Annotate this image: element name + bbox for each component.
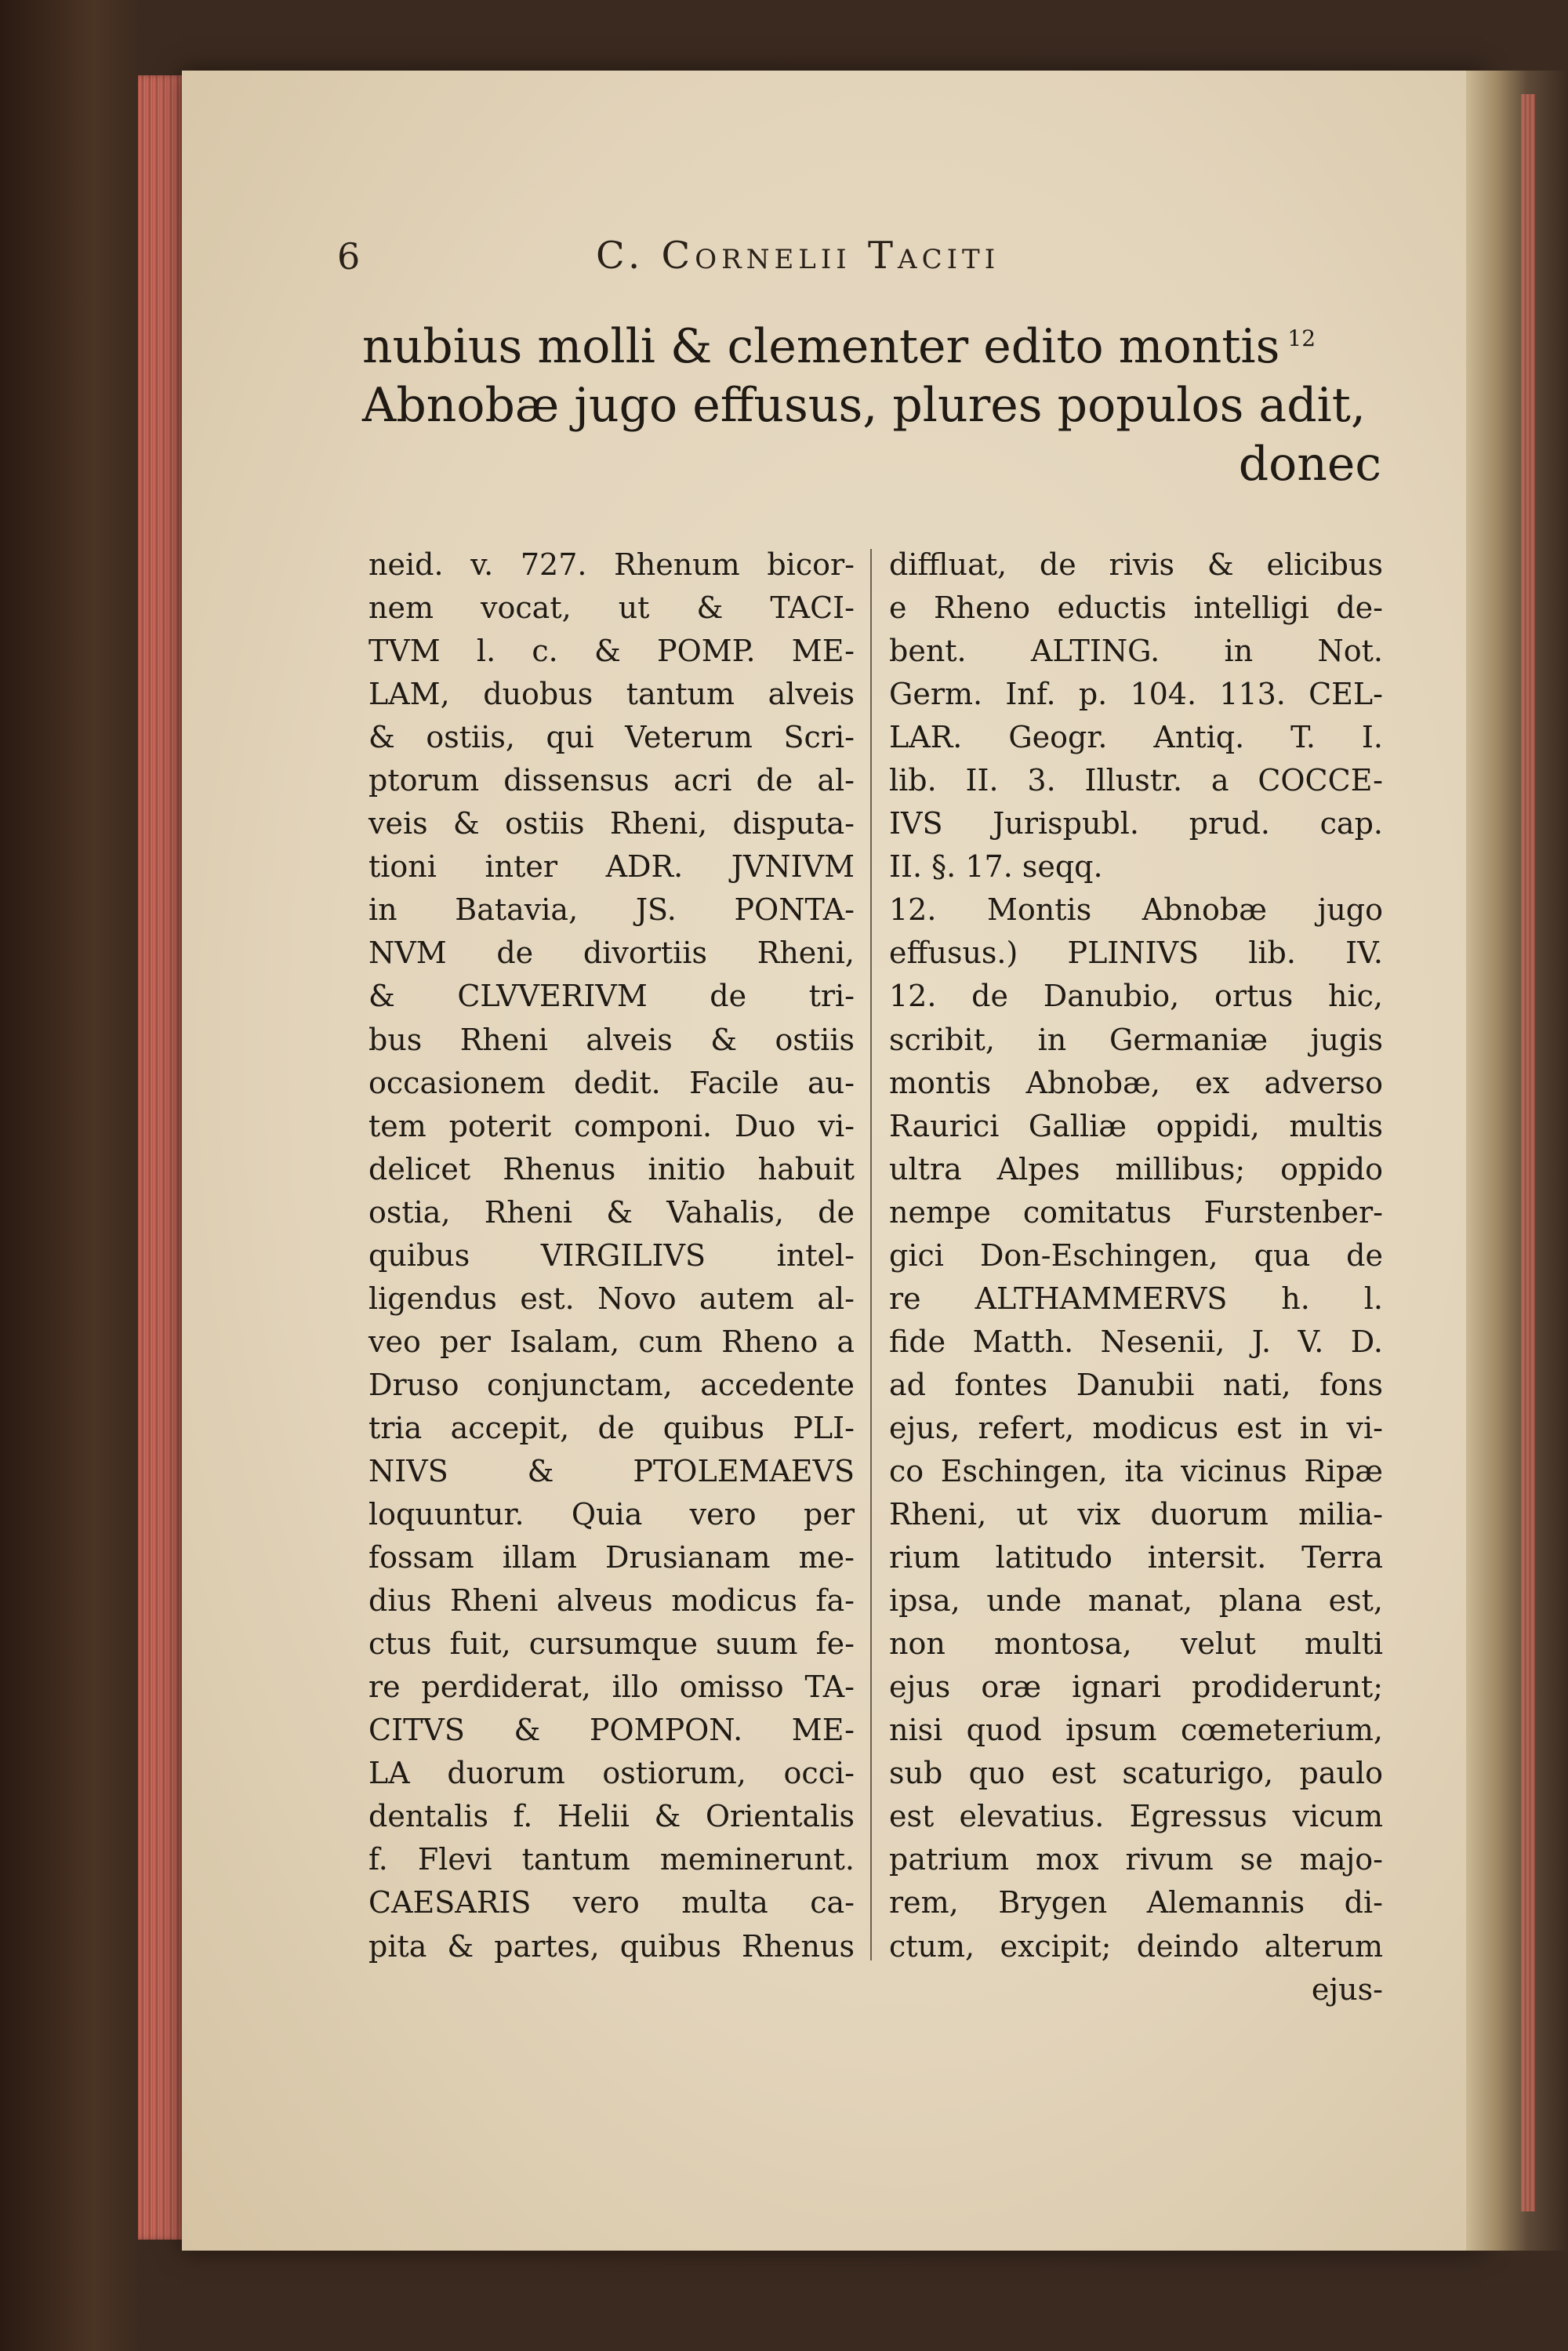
main-text-line: nubius molli & clementer edito montis $^{12}$ <box>362 319 1316 374</box>
footnote-line: co Eschingen, ita vicinus Ripæ <box>889 1453 1383 1488</box>
footnote-line: 12. Montis Abnobæ jugo <box>889 892 1383 928</box>
footnote-line: Druso conjunctam, accedente <box>368 1367 855 1402</box>
footnote-line: e Rheno eductis intelligi de- <box>889 590 1383 626</box>
footnote-line: LAM, duobus tantum alveis <box>368 677 855 712</box>
footnote-line: Rheni, ut vix duorum milia- <box>889 1497 1383 1532</box>
footnote-line: ejus, refert, modicus est in vi- <box>889 1410 1383 1445</box>
main-text-line: donec <box>1238 437 1381 492</box>
footnote-line: CAESARIS vero multa ca- <box>368 1885 855 1920</box>
footnote-line: II. §. 17. seqq. <box>889 849 1103 885</box>
footnote-line: ctum, excipit; deindo alterum <box>889 1928 1383 1964</box>
footnote-line: & ostiis, qui Veterum Scri- <box>368 720 855 755</box>
footnote-line: Germ. Inf. p. 104. 113. CEL- <box>889 677 1383 712</box>
footnote-line: NVM de divortiis Rheni, <box>368 936 855 971</box>
footnote-line: LAR. Geogr. Antiq. T. I. <box>889 720 1383 755</box>
footnote-line: LA duorum ostiorum, occi- <box>368 1756 855 1791</box>
footnote-line: & CLVVERIVM de tri- <box>368 979 855 1014</box>
footnote-line: patrium mox rivum se majo- <box>889 1842 1383 1877</box>
footnote-line: bus Rheni alveis & ostiis <box>368 1022 855 1057</box>
page-number: 6 <box>337 235 361 278</box>
footnote-line: re ALTHAMMERVS h. l. <box>889 1281 1383 1316</box>
footnote-line: montis Abnobæ, ex adverso <box>889 1065 1383 1100</box>
footnote-line: veo per Isalam, cum Rheno a <box>368 1324 855 1359</box>
footnote-line: CITVS & POMPON. ME- <box>368 1713 855 1748</box>
footnote-line: fide Matth. Nesenii, J. V. D. <box>889 1324 1383 1359</box>
footnote-line: nem vocat, ut & TACI- <box>368 590 855 626</box>
footnote-line: ptorum dissensus acri de al- <box>368 763 855 798</box>
footnote-line: ejus- <box>1311 1971 1383 2007</box>
footnote-line: sub quo est scaturigo, paulo <box>889 1756 1383 1791</box>
footnote-line: rium latitudo intersit. Terra <box>889 1540 1383 1575</box>
footnote-line: IVS Jurispubl. prud. cap. <box>889 806 1383 841</box>
footnote-line: occasionem dedit. Facile au- <box>368 1065 855 1100</box>
running-title: C. Cornelii Taciti <box>596 234 1000 278</box>
footnote-line: bent. ALTING. in Not. <box>889 634 1383 669</box>
footnote-line: ostia, Rheni & Vahalis, de <box>368 1194 855 1230</box>
footnote-line: pita & partes, quibus Rhenus <box>368 1928 855 1964</box>
footnote-line: fossam illam Drusianam me- <box>368 1540 855 1575</box>
footnote-line: lib. II. 3. Illustr. a COCCE- <box>889 763 1383 798</box>
footnote-line: diffluat, de rivis & elicibus <box>889 547 1383 582</box>
footnote-column-left <box>368 543 855 1968</box>
footnote-line: TVM l. c. & POMP. ME- <box>368 634 855 669</box>
footnote-line: ligendus est. Novo autem al- <box>368 1281 855 1316</box>
footnote-line: loquuntur. Quia vero per <box>368 1497 855 1532</box>
footnote-line: nempe comitatus Furstenber- <box>889 1194 1383 1230</box>
footnote-line: ctus fuit, cursumque suum fe- <box>368 1626 855 1662</box>
footnote-line: est elevatius. Egressus vicum <box>889 1799 1383 1834</box>
footnote-line: neid. v. 727. Rhenum bicor- <box>368 547 855 582</box>
footnote-line: gici Don-Eschingen, qua de <box>889 1237 1383 1273</box>
page-edges-left <box>138 75 185 2240</box>
footnote-line: in Batavia, JS. PONTA- <box>368 892 855 928</box>
footnote-line: delicet Rhenus initio habuit <box>368 1151 855 1186</box>
footnote-line: effusus.) PLINIVS lib. IV. <box>889 936 1383 971</box>
footnote-line: veis & ostiis Rheni, disputa- <box>368 806 855 841</box>
book-gutter <box>1466 71 1568 2251</box>
footnote-line: tem poterit componi. Duo vi- <box>368 1108 855 1143</box>
main-text-line: Abnobæ jugo effusus, plures populos adit, <box>362 378 1366 433</box>
footnote-line: ipsa, unde manat, plana est, <box>889 1583 1383 1619</box>
footnote-line: NIVS & PTOLEMAEVS <box>368 1453 855 1488</box>
main-text-block <box>362 318 1381 494</box>
footnote-line: ejus oræ ignari prodiderunt; <box>889 1670 1383 1705</box>
footnote-line: nisi quod ipsum cœmeterium, <box>889 1713 1383 1748</box>
page-edges-right <box>1521 94 1535 2211</box>
footnote-line: re perdiderat, illo omisso TA- <box>368 1670 855 1705</box>
footnote-marker: 12 <box>1287 325 1316 351</box>
footnote-line: tria accepit, de quibus PLI- <box>368 1410 855 1445</box>
footnote-line: non montosa, velut multi <box>889 1626 1383 1662</box>
footnote-line: tioni inter ADR. JVNIVM <box>368 849 855 885</box>
footnote-line: 12. de Danubio, ortus hic, <box>889 979 1383 1014</box>
footnote-line: f. Flevi tantum meminerunt. <box>368 1842 855 1877</box>
footnote-line: scribit, in Germaniæ jugis <box>889 1022 1383 1057</box>
footnote-line: dentalis f. Helii & Orientalis <box>368 1799 855 1834</box>
footnote-line: ad fontes Danubii nati, fons <box>889 1367 1383 1402</box>
footnote-line: Raurici Galliæ oppidi, multis <box>889 1108 1383 1143</box>
footnote-line: ultra Alpes millibus; oppido <box>889 1151 1383 1186</box>
footnote-line: dius Rheni alveus modicus fa- <box>368 1583 855 1619</box>
footnote-line: rem, Brygen Alemannis di- <box>889 1885 1383 1920</box>
footnote-column-right <box>889 543 1383 2011</box>
column-divider <box>870 549 872 1960</box>
footnote-line: quibus VIRGILIVS intel- <box>368 1237 855 1273</box>
